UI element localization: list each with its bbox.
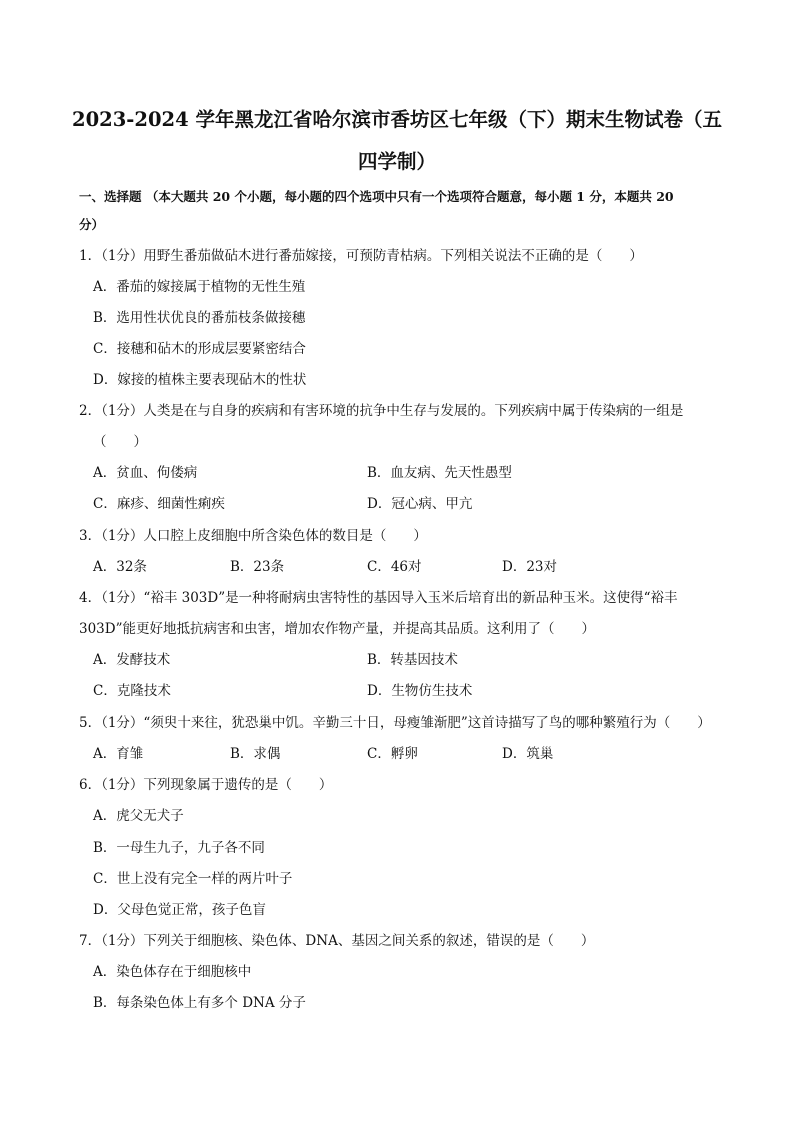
question-6-option-c: C．世上没有完全一样的两片叶子 — [93, 871, 293, 887]
question-5-option-d: D．筑巢 — [502, 746, 554, 762]
question-6-stem: 6．（1分）下列现象属于遗传的是（ ） — [79, 777, 333, 793]
question-3-option-b: B．23条 — [230, 559, 285, 575]
question-5-option-a: A．育雏 — [93, 746, 144, 762]
question-2-stem-line-1: 2．（1分）人类是在与自身的疾病和有害环境的抗争中生存与发展的。下列疾病中属于传染病的一组是 — [79, 403, 684, 419]
question-5-stem: 5．（1分）“须臾十来往，犹恐巢中饥。辛勤三十日，母瘦雏渐肥”这首诗描写了鸟的哪种繁殖行为（ ） — [79, 715, 711, 731]
question-3-option-d: D．23对 — [502, 559, 558, 575]
question-2-stem-line-2: （ ） — [93, 434, 147, 450]
section-heading-line-2: 分） — [79, 217, 105, 232]
question-7-stem: 7．（1分）下列关于细胞核、染色体、DNA、基因之间关系的叙述，错误的是（ ） — [79, 933, 595, 949]
question-4-option-d: D．生物仿生技术 — [367, 683, 473, 699]
exam-title-line-2: 四学制） — [357, 150, 436, 173]
section-heading-line-1: 一、选择题 （本大题共 20 个小题，每小题的四个选项中只有一个选项符合题意，每小题 1 分，本题共 20 — [79, 189, 674, 204]
question-2-option-b: B．血友病、先天性愚型 — [367, 465, 512, 481]
question-3-option-a: A．32条 — [93, 559, 147, 575]
question-2-option-c: C．麻疹、细菌性痢疾 — [93, 496, 225, 512]
question-1-option-b: B．选用性状优良的番茄枝条做接穗 — [93, 310, 306, 326]
question-5-option-b: B．求偶 — [230, 746, 281, 762]
question-4-stem-line-2: 303D”能更好地抵抗病害和虫害，增加农作物产量，并提高其品质。这利用了（ ） — [79, 621, 595, 637]
exam-title-line-1: 2023-2024 学年黑龙江省哈尔滨市香坊区七年级（下）期末生物试卷（五 — [72, 108, 722, 131]
question-4-option-b: B．转基因技术 — [367, 652, 458, 668]
question-4-option-c: C．克隆技术 — [93, 683, 171, 699]
question-6-option-a: A．虎父无犬子 — [93, 808, 184, 824]
question-2-option-d: D．冠心病、甲亢 — [367, 496, 473, 512]
question-7-option-a: A．染色体存在于细胞核中 — [93, 964, 252, 980]
question-5-option-c: C．孵卵 — [367, 746, 418, 762]
question-1-stem: 1．（1分）用野生番茄做砧木进行番茄嫁接，可预防青枯病。下列相关说法不正确的是（ ） — [79, 248, 643, 264]
question-1-option-d: D．嫁接的植株主要表现砧木的性状 — [93, 372, 307, 388]
question-2-option-a: A．贫血、佝偻病 — [93, 465, 198, 481]
question-3-stem: 3．（1分）人口腔上皮细胞中所含染色体的数目是（ ） — [79, 528, 427, 544]
question-4-stem-line-1: 4．（1分）“裕丰 303D”是一种将耐病虫害特性的基因导入玉米后培育出的新品种玉米。这使得“裕丰 — [79, 590, 678, 606]
question-1-option-c: C．接穗和砧木的形成层要紧密结合 — [93, 341, 306, 357]
question-4-option-a: A．发酵技术 — [93, 652, 171, 668]
question-3-option-c: C．46对 — [367, 559, 422, 575]
question-6-option-d: D．父母色觉正常，孩子色盲 — [93, 902, 266, 918]
question-7-option-b: B．每条染色体上有多个 DNA 分子 — [93, 995, 306, 1011]
question-6-option-b: B．一母生九子，九子各不同 — [93, 840, 265, 856]
question-1-option-a: A．番茄的嫁接属于植物的无性生殖 — [93, 279, 306, 295]
